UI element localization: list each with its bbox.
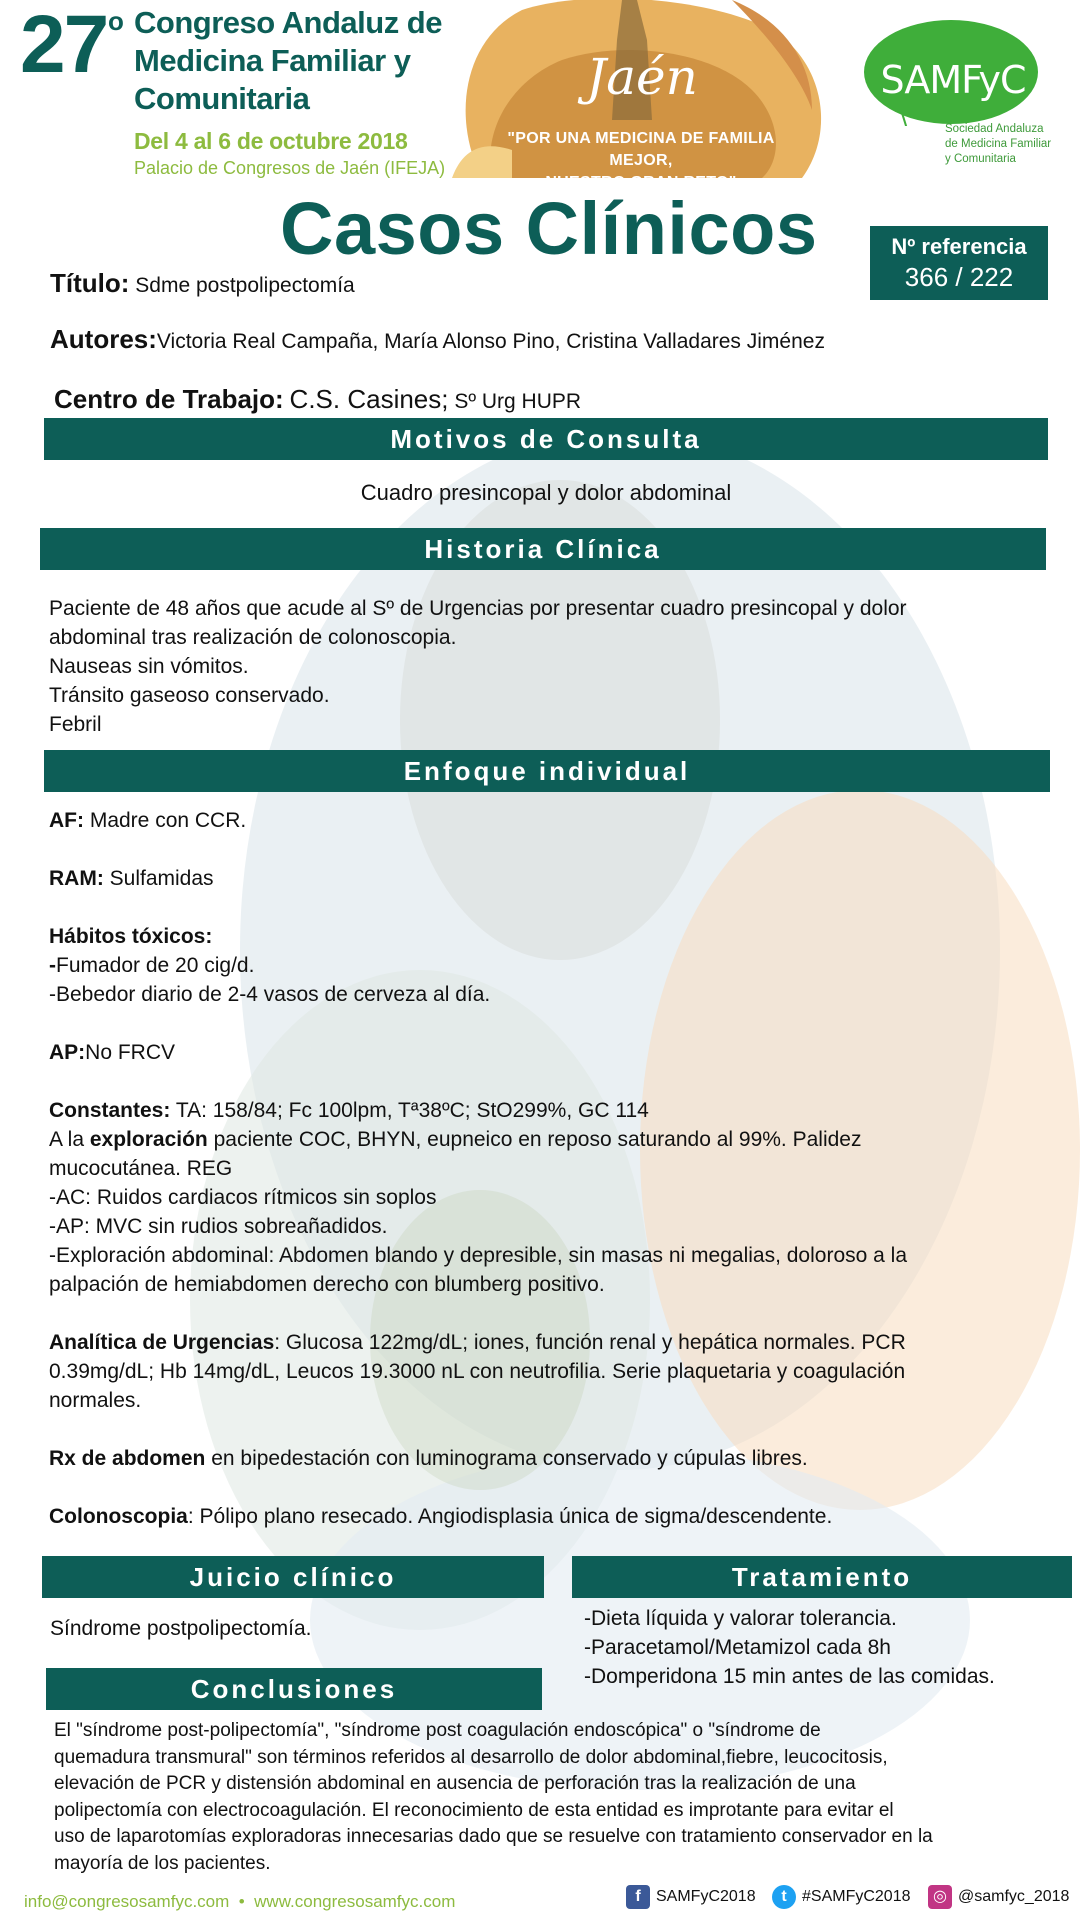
instagram-link[interactable] — [928, 1885, 1069, 1909]
facebook-icon: f — [626, 1885, 650, 1909]
instagram-handle: @samfyc_2018 — [958, 1888, 1070, 1905]
ram-label: RAM: — [49, 867, 104, 890]
twitter-icon: t — [772, 1885, 796, 1909]
congress-motto — [476, 128, 806, 194]
colonoscopia-label: Colonoscopia — [49, 1505, 188, 1528]
reference-value: 366 / 222 — [904, 262, 1014, 292]
historia-line: Nauseas sin vómitos. — [49, 655, 249, 678]
exploracion-line-1 — [49, 1125, 907, 1154]
logo-subtitle-line-3: y Comunitaria — [945, 153, 1016, 165]
twitter-link[interactable] — [772, 1885, 911, 1909]
enfoque-text — [49, 806, 907, 1531]
historia-line: Febril — [49, 713, 102, 736]
samfyc-logo-text: SAMFyC — [880, 58, 1026, 102]
conclusiones-text — [54, 1718, 1064, 1877]
exploracion-pre: A la — [49, 1128, 90, 1151]
section-heading-juicio: Juicio clínico — [42, 1556, 544, 1598]
rx-label: Rx de abdomen — [49, 1447, 206, 1470]
habitos-line-1 — [49, 951, 907, 980]
section-heading-historia: Historia Clínica — [40, 528, 1046, 570]
samfyc-logo-subtitle — [945, 122, 1075, 167]
motivos-text: Cuadro presincopal y dolor abdominal — [360, 480, 732, 505]
section-heading-tratamiento: Tratamiento — [572, 1556, 1072, 1598]
exploracion-post: paciente COC, BHYN, eupneico en reposo saturando al 99%. Palidez — [207, 1128, 862, 1151]
case-title-label: Título: — [50, 268, 130, 298]
historia-line: Paciente de 48 años que acude al Sº de Urgencias por presentar cuadro presincopal y dolor — [49, 597, 907, 620]
constantes-label: Constantes: — [49, 1099, 171, 1122]
ap-label: AP: — [49, 1041, 86, 1064]
analitica-line-1 — [49, 1328, 907, 1357]
af-label: AF: — [49, 809, 84, 832]
facebook-handle: SAMFyC2018 — [656, 1888, 756, 1905]
historia-text — [49, 594, 907, 739]
conclusiones-line: polipectomía con electrocoagulación. El reconocimiento de esta entidad es improtante para evitar el — [54, 1799, 894, 1821]
work-center-value-2: Sº Urg HUPR — [454, 390, 582, 413]
habitos-value-1: Fumador de 20 cig/d. — [56, 954, 255, 977]
footer-separator: • — [238, 1892, 245, 1911]
historia-line: abdominal tras realización de colonoscopia. — [49, 626, 457, 649]
tratamiento-line: -Paracetamol/Metamizol cada 8h — [584, 1636, 891, 1659]
habitos-dash: - — [49, 954, 56, 977]
congress-venue: Palacio de Congresos de Jaén (IFEJA) — [134, 158, 446, 178]
case-title-line — [50, 268, 355, 299]
congress-edition-number: 27 — [20, 0, 108, 90]
work-center-value: C.S. Casines; — [289, 384, 449, 414]
congress-title: Congreso Andaluz de Medicina Familiar y Comunitaria — [134, 5, 442, 116]
authors-line — [50, 324, 825, 355]
constantes-line — [49, 1096, 907, 1125]
habitos-line-2: -Bebedor diario de 2-4 vasos de cerveza al día. — [49, 983, 491, 1006]
rx-value: en bipedestación con luminograma conservado y cúpulas libres. — [205, 1447, 808, 1470]
abdominal-line-1: -Exploración abdominal: Abdomen blando y depresible, sin masas ni megalias, doloroso a la — [49, 1244, 907, 1267]
analitica-line-3: normales. — [49, 1389, 142, 1412]
ac-line: -AC: Ruidos cardiacos rítmicos sin soplos — [49, 1186, 437, 1209]
reference-label: Nº referencia — [891, 234, 1027, 259]
analitica-label: Analítica de Urgencias — [49, 1331, 275, 1354]
page-title: Casos Clínicos — [280, 187, 818, 270]
congress-motto-line-2: NUESTRO GRAN RETO" — [545, 174, 737, 191]
ap-line — [49, 1038, 907, 1067]
ap-value: No FRCV — [85, 1041, 176, 1064]
conclusiones-line: uso de laparotomías exploradoras innecesarias dado que se resuelve con tratamiento conservador en la — [54, 1826, 933, 1847]
city-name: Jaén — [586, 48, 698, 106]
logo-subtitle-line-2: de Medicina Familiar — [945, 138, 1052, 150]
conclusiones-line: mayoría de los pacientes. — [54, 1852, 271, 1874]
analitica-value-1: : Glucosa 122mg/dL; iones, función renal y hepática normales. PCR — [274, 1331, 906, 1354]
ram-value: Sulfamidas — [103, 867, 214, 890]
conclusiones-line: El "síndrome post-polipectomía", "síndrome post coagulación endoscópica" o "síndrome de — [54, 1720, 821, 1741]
case-title-value: Sdme postpolipectomía — [135, 274, 355, 297]
ram-line — [49, 864, 907, 893]
colonoscopia-line — [49, 1502, 907, 1531]
section-heading-enfoque: Enfoque individual — [44, 750, 1050, 792]
colonoscopia-value: : Pólipo plano resecado. Angiodisplasia única de sigma/descendente. — [187, 1505, 833, 1528]
tratamiento-text — [584, 1604, 995, 1691]
constantes-value: TA: 158/84; Fc 100lpm, Tª38ºC; StO299%, GC 114 — [170, 1099, 649, 1122]
af-line — [49, 806, 907, 835]
conclusiones-line: elevación de PCR y distensión abdominal en ausencia de perforación tras la realización de una — [54, 1773, 856, 1794]
conclusiones-line: quemadura transmural" son términos referidos al desarrollo de dolor abdominal,fiebre, leucocitosis, — [54, 1746, 888, 1768]
tratamiento-line: -Domperidona 15 min antes de las comidas. — [584, 1665, 995, 1688]
logo-subtitle-line-1: Sociedad Andaluza — [945, 123, 1044, 135]
exploracion-line-2: mucocutánea. REG — [49, 1157, 233, 1180]
juicio-text: Síndrome postpolipectomía. — [50, 1617, 312, 1640]
facebook-link[interactable] — [626, 1885, 756, 1909]
footer-website-link[interactable]: www.congresosamfyc.com — [254, 1892, 456, 1911]
work-center-line — [54, 384, 581, 415]
habitos-label: Hábitos tóxicos: — [49, 925, 213, 948]
footer-email-link[interactable]: info@congresosamfyc.com — [24, 1892, 230, 1911]
tratamiento-line: -Dieta líquida y valorar tolerancia. — [584, 1607, 897, 1630]
section-heading-conclusiones: Conclusiones — [46, 1668, 542, 1710]
reference-box — [870, 226, 1048, 300]
af-value: Madre con CCR. — [84, 809, 247, 832]
authors-label: Autores: — [50, 324, 157, 354]
historia-line: Tránsito gaseoso conservado. — [49, 684, 330, 707]
rx-line — [49, 1444, 907, 1473]
authors-value: Victoria Real Campaña, María Alonso Pino, Cristina Valladares Jiménez — [156, 330, 825, 353]
footer-links — [24, 1892, 455, 1912]
congress-edition-suffix: o — [108, 6, 124, 36]
twitter-handle: #SAMFyC2018 — [802, 1888, 911, 1905]
exploracion-label: exploración — [89, 1128, 208, 1151]
section-heading-motivos: Motivos de Consulta — [44, 418, 1048, 460]
analitica-line-2: 0.39mg/dL; Hb 14mg/dL, Leucos 19.3000 nL con neutrofilia. Serie plaquetaria y coagulación — [49, 1360, 906, 1383]
congress-dates: Del 4 al 6 de octubre 2018 — [134, 128, 408, 154]
instagram-icon: ◎ — [928, 1885, 952, 1909]
congress-motto-line-1: "POR UNA MEDICINA DE FAMILIA MEJOR, — [507, 130, 775, 169]
work-center-label: Centro de Trabajo: — [54, 384, 284, 414]
abdominal-line-2: palpación de hemiabdomen derecho con blumberg positivo. — [49, 1273, 605, 1296]
ap-exam-line: -AP: MVC sin rudios sobreañadidos. — [49, 1215, 388, 1238]
